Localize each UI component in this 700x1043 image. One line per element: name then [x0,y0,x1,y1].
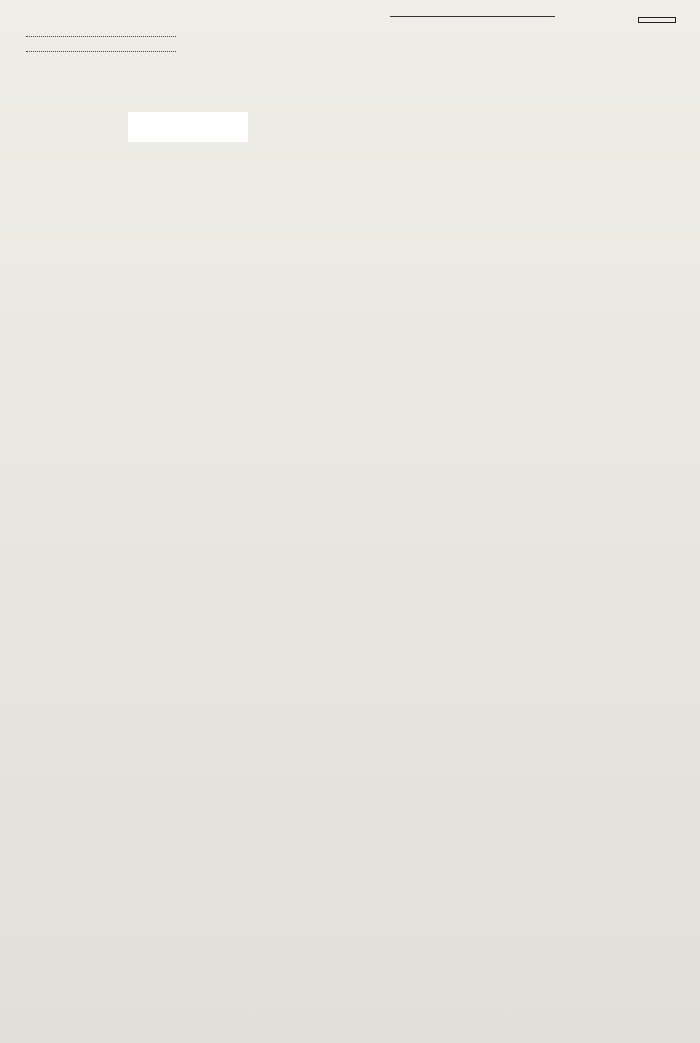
header-left [22,14,227,17]
header-right [262,14,682,17]
candidate-id-field [26,51,176,52]
header-rule [390,16,555,17]
candidate-info [22,27,682,57]
candidate-id-row [22,42,176,57]
candidate-name-row [22,27,176,42]
question-list [22,63,682,93]
exam-code-box [638,17,676,23]
header [22,14,682,17]
candidate-name-field [26,36,176,37]
redaction-box [128,112,248,142]
